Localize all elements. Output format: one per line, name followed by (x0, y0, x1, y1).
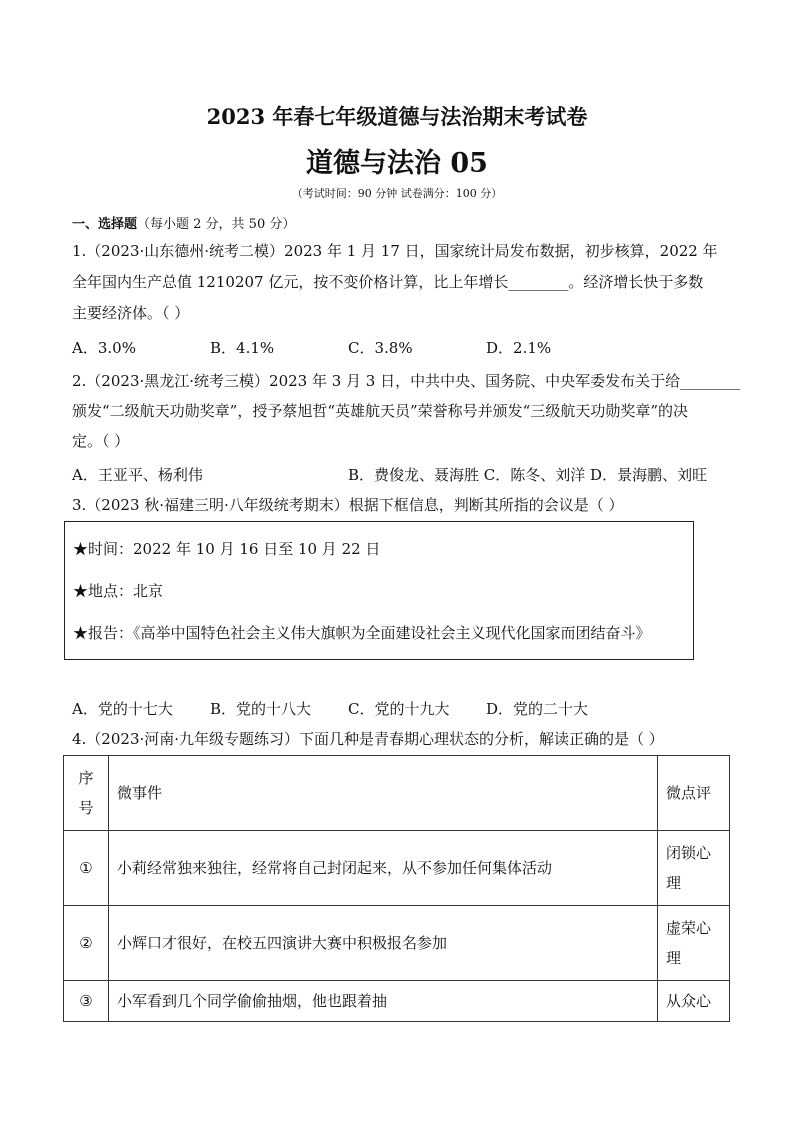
table-row (64, 906, 730, 981)
header-comment: 微点评 (658, 756, 730, 831)
q1-line-2: 全年国内生产总值 1210207 亿元，按不变价格计算，比上年增长________。经济增长快于多数 (72, 273, 704, 291)
q4-line-1: 4.（2023·河南·九年级专题练习）下面几种是青春期心理状态的分析，解读正确的是（ ） (72, 730, 664, 748)
header-event: 微事件 (109, 756, 658, 831)
q3-line-1: 3.（2023 秋·福建三明·八年级统考期末）根据下框信息，判断其所指的会议是（ ） (72, 496, 624, 514)
q1-line-3: 主要经济体。（ ） (72, 304, 190, 322)
row-comment: 虚荣心理 (658, 906, 730, 981)
exam-title: 2023 年春七年级道德与法治期末考试卷 (206, 104, 588, 129)
table-header-row (64, 756, 730, 831)
header-index: 序号 (64, 756, 109, 831)
q3-option-c[interactable]: C．党的十九大 (348, 700, 450, 718)
row-index: ③ (64, 981, 109, 1022)
exam-subtitle: 道德与法治 05 (306, 148, 488, 179)
q2-options-bcd[interactable]: B．费俊龙、聂海胜 C．陈冬、刘洋 D．景海鹏、刘旺 (348, 466, 708, 484)
q2-line-3: 定。（ ） (72, 432, 130, 450)
exam-info: （考试时间：90 分钟 试卷满分：100 分） (291, 187, 503, 200)
section-heading (72, 213, 295, 232)
q2-line-2: 颁发“二级航天功勋奖章”，授予蔡旭哲“英雄航天员”荣誉称号并颁发“三级航天功勋奖章”的决 (72, 402, 689, 420)
q2-line-1: 2.（2023·黑龙江·统考三模）2023 年 3 月 3 日，中共中央、国务院、中央军委发布关于给________ (72, 372, 741, 390)
q3-option-d[interactable]: D．党的二十大 (486, 700, 589, 718)
row-index: ② (64, 906, 109, 981)
q3-info-place: ★地点：北京 (73, 582, 164, 600)
section-note: （每小题 2 分，共 50 分） (137, 217, 296, 232)
row-comment: 从众心 (658, 981, 730, 1022)
q1-option-a[interactable]: A．3.0% (72, 339, 136, 357)
q2-option-a[interactable]: A．王亚平、杨利伟 (72, 466, 203, 484)
q4-events-table (63, 755, 730, 1022)
row-index: ① (64, 831, 109, 906)
q3-info-report: ★报告：《高举中国特色社会主义伟大旗帜为全面建设社会主义现代化国家而团结奋斗》 (73, 624, 651, 642)
table-row (64, 831, 730, 906)
q1-line-1: 1.（2023·山东德州·统考二模）2023 年 1 月 17 日，国家统计局发布数据，初步核算，2022 年 (72, 242, 718, 260)
q1-option-c[interactable]: C．3.8% (348, 339, 413, 357)
q1-option-d[interactable]: D．2.1% (486, 339, 552, 357)
table-row (64, 981, 730, 1022)
q1-option-b[interactable]: B．4.1% (210, 339, 275, 357)
section-title: 一、选择题 (72, 217, 138, 232)
row-event: 小辉口才很好，在校五四演讲大赛中积极报名参加 (109, 906, 658, 981)
row-event: 小莉经常独来独往，经常将自己封闭起来，从不参加任何集体活动 (109, 831, 658, 906)
row-event: 小军看到几个同学偷偷抽烟，他也跟着抽 (109, 981, 658, 1022)
q3-info-time: ★时间：2022 年 10 月 16 日至 10 月 22 日 (73, 540, 381, 558)
row-comment: 闭锁心理 (658, 831, 730, 906)
q3-option-b[interactable]: B．党的十八大 (210, 700, 312, 718)
q3-option-a[interactable]: A．党的十七大 (72, 700, 173, 718)
q3-info-box (64, 521, 694, 660)
